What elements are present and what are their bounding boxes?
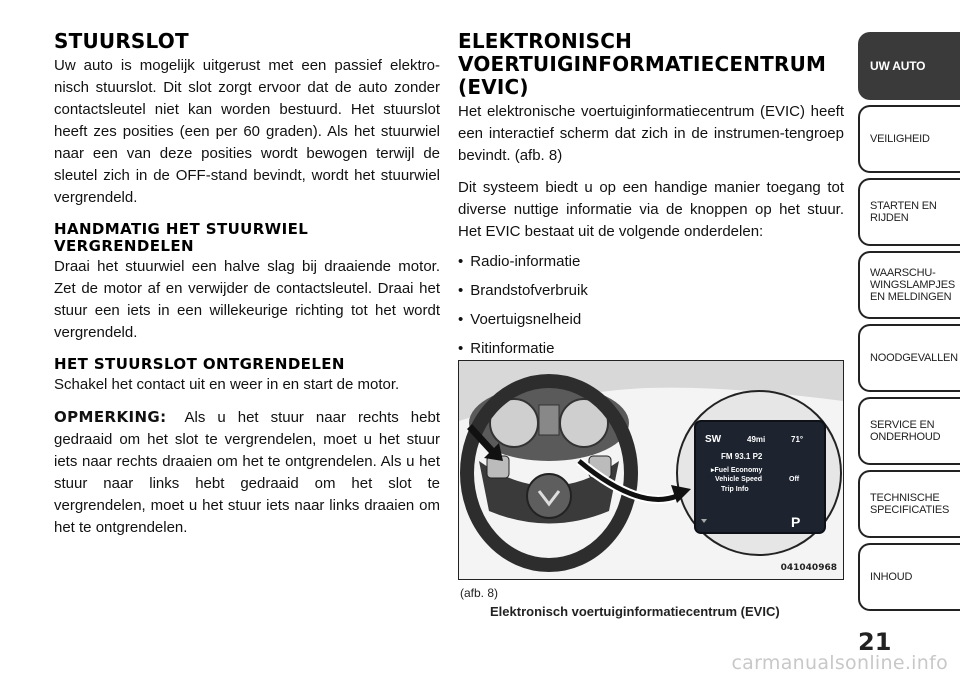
lock-text: Draai het stuurwiel een halve slag bij draaiende motor. Zet de motor af en verwijder de contactsleutel. Draai het stuur een iets in een willekeurige richting tot het wordt vergrendeld. bbox=[54, 258, 440, 341]
list-item: • Voertuigsnelheid bbox=[458, 309, 844, 331]
unlock-text: Schakel het contact uit en weer in en start de motor. bbox=[54, 376, 400, 393]
note-text: Als u het stuur naar rechts hebt gedraaid om het slot te vergrendelen, moet u het stuur iets naar rechts draaien om het te ontgrendelen. Als u het stuur naar links hebt gedraaid om het slot te vergrendelen, moet u het stuur iets naar links draaien om het te ontgrendelen. bbox=[54, 409, 440, 536]
menu-item: Vehicle Speed bbox=[715, 476, 763, 483]
right-column bbox=[458, 30, 844, 367]
radio-readout: FM 93.1 P2 bbox=[721, 452, 763, 461]
figure-caption-title: Elektronisch voertuiginformatiecentrum (EVIC) bbox=[490, 604, 780, 619]
figure-caption-ref: (afb. 8) bbox=[460, 586, 499, 600]
evic-screen-content bbox=[705, 434, 817, 534]
left-column bbox=[54, 30, 440, 539]
unlock-heading: HET STUURSLOT ONTGRENDELEN bbox=[54, 355, 345, 373]
gear-indicator: P bbox=[791, 514, 801, 530]
tab-uw-auto[interactable]: UW AUTO bbox=[858, 32, 960, 100]
menu-item: ▸Fuel Economy bbox=[711, 467, 763, 474]
list-item: • Ritinformatie bbox=[458, 338, 844, 360]
chapter-tabs bbox=[858, 32, 960, 616]
list-item: • Radio-informatie bbox=[458, 251, 844, 273]
evic-figure bbox=[458, 360, 844, 580]
speed-value: Off bbox=[789, 476, 800, 483]
list-item: • Brandstofverbruik bbox=[458, 280, 844, 302]
menu-item: Trip Info bbox=[721, 486, 749, 493]
stuurslot-intro: Uw auto is mogelijk uitgerust met een passief elektro-nisch stuurslot. Dit slot zorgt ervoor dat de auto zonder contactsleutel niet kan worden bestuurd. Het stuurslot heeft zes posities (een per 60 graden). Als het stuurwiel naar een van deze posities wordt bewogen terwijl de sleutel zich in de OFF-stand bevindt, wordt het stuurwiel vergrendeld. bbox=[54, 57, 440, 206]
watermark: carmanualsonline.info bbox=[731, 652, 948, 674]
evic-para-2: Dit systeem biedt u op een handige manier toegang tot diverse nuttige informatie via de knoppen op het stuur. Het EVIC bestaat uit de volgende onderdelen: bbox=[458, 179, 844, 240]
tab-inhoud[interactable]: INHOUD bbox=[858, 543, 960, 611]
page-number: 21 bbox=[858, 628, 892, 656]
figure-code: 041040968 bbox=[780, 563, 837, 573]
tab-waarschuwingslampjes[interactable]: WAARSCHU- WINGSLAMPJES EN MELDINGEN bbox=[858, 251, 960, 319]
tab-starten-en-rijden[interactable]: STARTEN EN RIJDEN bbox=[858, 178, 960, 246]
stuurslot-title: STUURSLOT bbox=[54, 29, 189, 53]
temperature-readout: 71° bbox=[791, 435, 804, 444]
note-paragraph bbox=[54, 406, 440, 539]
compass-readout: SW bbox=[705, 434, 722, 445]
note-label: OPMERKING: bbox=[54, 408, 167, 426]
tab-technische-specificaties[interactable]: TECHNISCHE SPECIFICATIES bbox=[858, 470, 960, 538]
tab-veiligheid[interactable]: VEILIGHEID bbox=[858, 105, 960, 173]
evic-components-list bbox=[458, 251, 844, 360]
evic-para-1: Het elektronische voertuiginformatiecentrum (EVIC) heeft een interactief scherm dat zich in de instrumen-tengroep bevindt. (afb. 8) bbox=[458, 103, 844, 164]
lock-heading: HANDMATIG HET STUURWIEL VERGRENDELEN bbox=[54, 220, 309, 255]
evic-title: ELEKTRONISCH VOERTUIGINFORMATIECENTRUM (EVIC) bbox=[458, 29, 827, 99]
range-readout: 49mi bbox=[747, 435, 766, 444]
tab-service-en-onderhoud[interactable]: SERVICE EN ONDERHOUD bbox=[858, 397, 960, 465]
tab-noodgevallen[interactable]: NOODGEVALLEN bbox=[858, 324, 960, 392]
